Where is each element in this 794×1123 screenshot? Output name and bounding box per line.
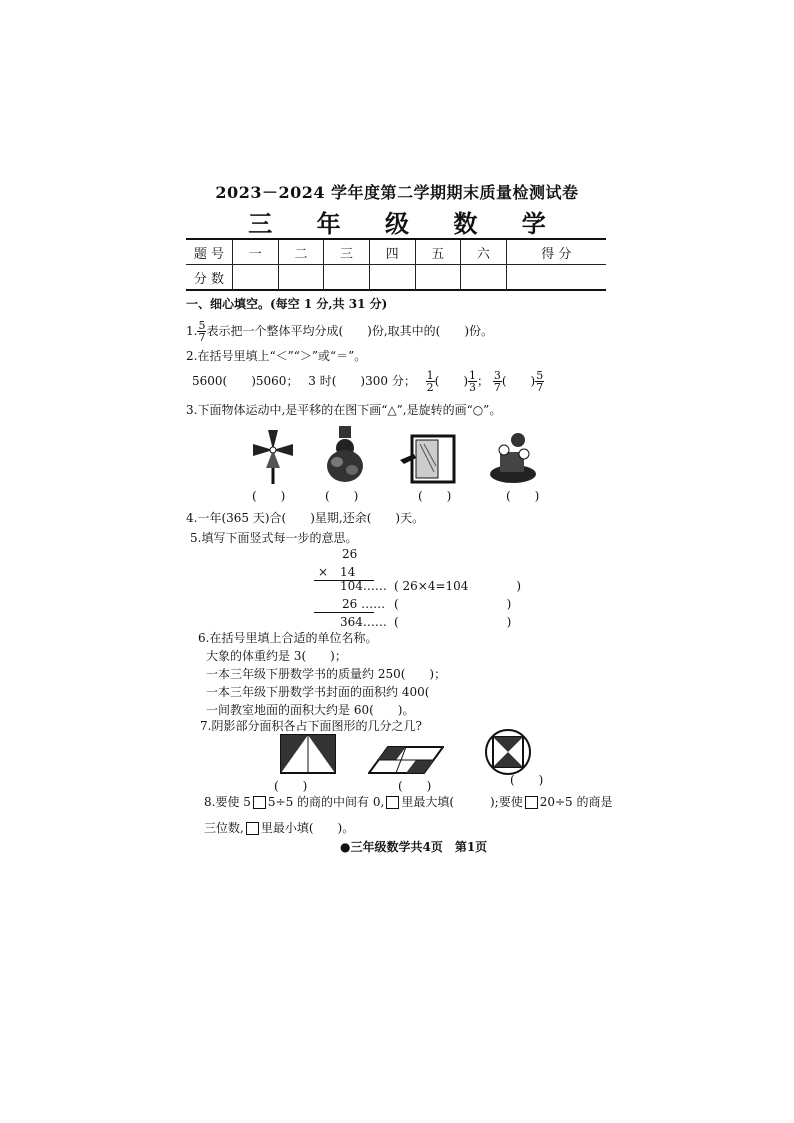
calc-divider — [314, 612, 374, 613]
q6-item-d: 一间教室地面的面积大约是 60( )。 — [206, 703, 415, 717]
q2-item-1: 5600( )5060； — [192, 374, 299, 388]
fraction: $\frac{3}{7}$ — [493, 369, 501, 394]
answer-box[interactable] — [246, 822, 259, 835]
q3-answer-blank-1[interactable]: ( ) — [252, 489, 286, 503]
vertical-calc-line-1: 26 — [342, 547, 358, 561]
exam-title: 2023－2024 学年度第二学期期末质量检测试卷 — [215, 183, 579, 202]
section-heading: 一、细心填空。(每空 1 分,共 31 分) — [186, 297, 388, 311]
question-5: 5.填写下面竖式每一步的意思。 — [190, 531, 358, 545]
question-6: 6.在括号里填上合适的单位名称。 — [198, 631, 378, 645]
calc-note-2[interactable]: ( ) — [394, 597, 512, 611]
separator: ； — [477, 374, 490, 388]
fraction: $\frac{1}{2}$ — [426, 369, 434, 394]
score-input-cell[interactable] — [324, 265, 370, 291]
score-cell: 一 — [233, 239, 279, 265]
answer-box[interactable] — [253, 796, 266, 809]
question-3: 3.下面物体运动中,是平移的在图下画“△”,是旋转的画“○”。 — [186, 403, 502, 417]
score-cell: 得 分 — [506, 239, 606, 265]
q8-text-4: 20÷5 的商是 — [539, 795, 613, 809]
q8-text-6: 里最小填( )。 — [260, 821, 355, 835]
q1-number: 1. — [186, 324, 198, 338]
shaded-parallelogram-figure — [368, 746, 444, 774]
answer-box[interactable] — [525, 796, 538, 809]
vertical-calc-line-2: × 14 — [318, 565, 356, 579]
score-table-header-row — [186, 239, 606, 265]
score-input-cell[interactable] — [233, 265, 279, 291]
windmill-icon — [250, 428, 296, 484]
vertical-calc-line-3: 104…… — [340, 579, 387, 593]
shaded-rectangle-figure — [280, 734, 336, 774]
fraction: $\frac{1}{3}$ — [469, 369, 477, 394]
score-cell: 题 号 — [186, 239, 233, 265]
answer-box[interactable] — [386, 796, 399, 809]
score-input-cell[interactable] — [506, 265, 606, 291]
score-table — [186, 238, 606, 291]
subject-title: 三 年 级 数 学 — [248, 209, 564, 238]
q7-answer-blank-2[interactable]: ( ) — [398, 779, 432, 793]
score-input-cell[interactable] — [369, 265, 415, 291]
q8-text-1: 8.要使 5 — [204, 795, 251, 809]
question-1 — [186, 320, 493, 343]
q1-text: 表示把一个整体平均分成( )份,取其中的( )份。 — [206, 324, 493, 338]
score-cell: 六 — [461, 239, 507, 265]
q2-blank[interactable]: ( ) — [501, 374, 536, 388]
q2-item-2: 3 时( )300 分； — [308, 374, 416, 388]
score-input-cell[interactable] — [415, 265, 461, 291]
sliding-window-icon — [398, 434, 456, 484]
q6-item-c: 一本三年级下册数学书封面的面积约 400( — [206, 685, 430, 699]
q7-answer-blank-3[interactable]: ( ) — [510, 773, 544, 787]
q6-item-b: 一本三年级下册数学书的质量约 250( )； — [206, 667, 447, 681]
question-4: 4.一年(365 天)合( )星期,还余( )天。 — [186, 511, 425, 525]
fraction: $\frac{5}{7}$ — [198, 319, 206, 344]
q8-text-3: 里最大填( );要使 — [401, 795, 523, 809]
score-cell: 分 数 — [186, 265, 233, 291]
q8-text-2: 5÷5 的商的中间有 0, — [267, 795, 385, 809]
question-7: 7.阴影部分面积各占下面图形的几分之几? — [200, 719, 422, 733]
q3-answer-blank-4[interactable]: ( ) — [506, 489, 540, 503]
question-2-items — [192, 370, 544, 393]
vertical-calc-line-5: 364…… — [340, 615, 387, 629]
question-8-line-1 — [204, 794, 613, 810]
question-8-line-2 — [204, 820, 354, 836]
question-2: 2.在括号里填上“＜”“＞”或“＝”。 — [186, 349, 367, 363]
carousel-icon — [488, 430, 538, 484]
shaded-circle-figure — [484, 728, 532, 776]
q2-blank[interactable]: ( ) — [434, 374, 469, 388]
tree-icon — [322, 424, 368, 486]
q6-item-a: 大象的体重约是 3( )； — [206, 649, 347, 663]
fraction: $\frac{5}{7}$ — [536, 369, 544, 394]
score-cell: 五 — [415, 239, 461, 265]
calc-note-1: ( 26×4=104 ) — [394, 579, 522, 593]
vertical-calc-line-4: 26 …… — [342, 597, 386, 611]
score-cell: 三 — [324, 239, 370, 265]
score-input-cell[interactable] — [278, 265, 324, 291]
calc-note-3[interactable]: ( ) — [394, 615, 512, 629]
q8-text-5: 三位数, — [204, 821, 244, 835]
score-table-score-row — [186, 265, 606, 291]
score-input-cell[interactable] — [461, 265, 507, 291]
score-cell: 四 — [369, 239, 415, 265]
q3-answer-blank-3[interactable]: ( ) — [418, 489, 452, 503]
score-cell: 二 — [278, 239, 324, 265]
q7-answer-blank-1[interactable]: ( ) — [274, 779, 308, 793]
page-footer: ●三年级数学共4页 第1页 — [340, 840, 488, 854]
q3-answer-blank-2[interactable]: ( ) — [325, 489, 359, 503]
